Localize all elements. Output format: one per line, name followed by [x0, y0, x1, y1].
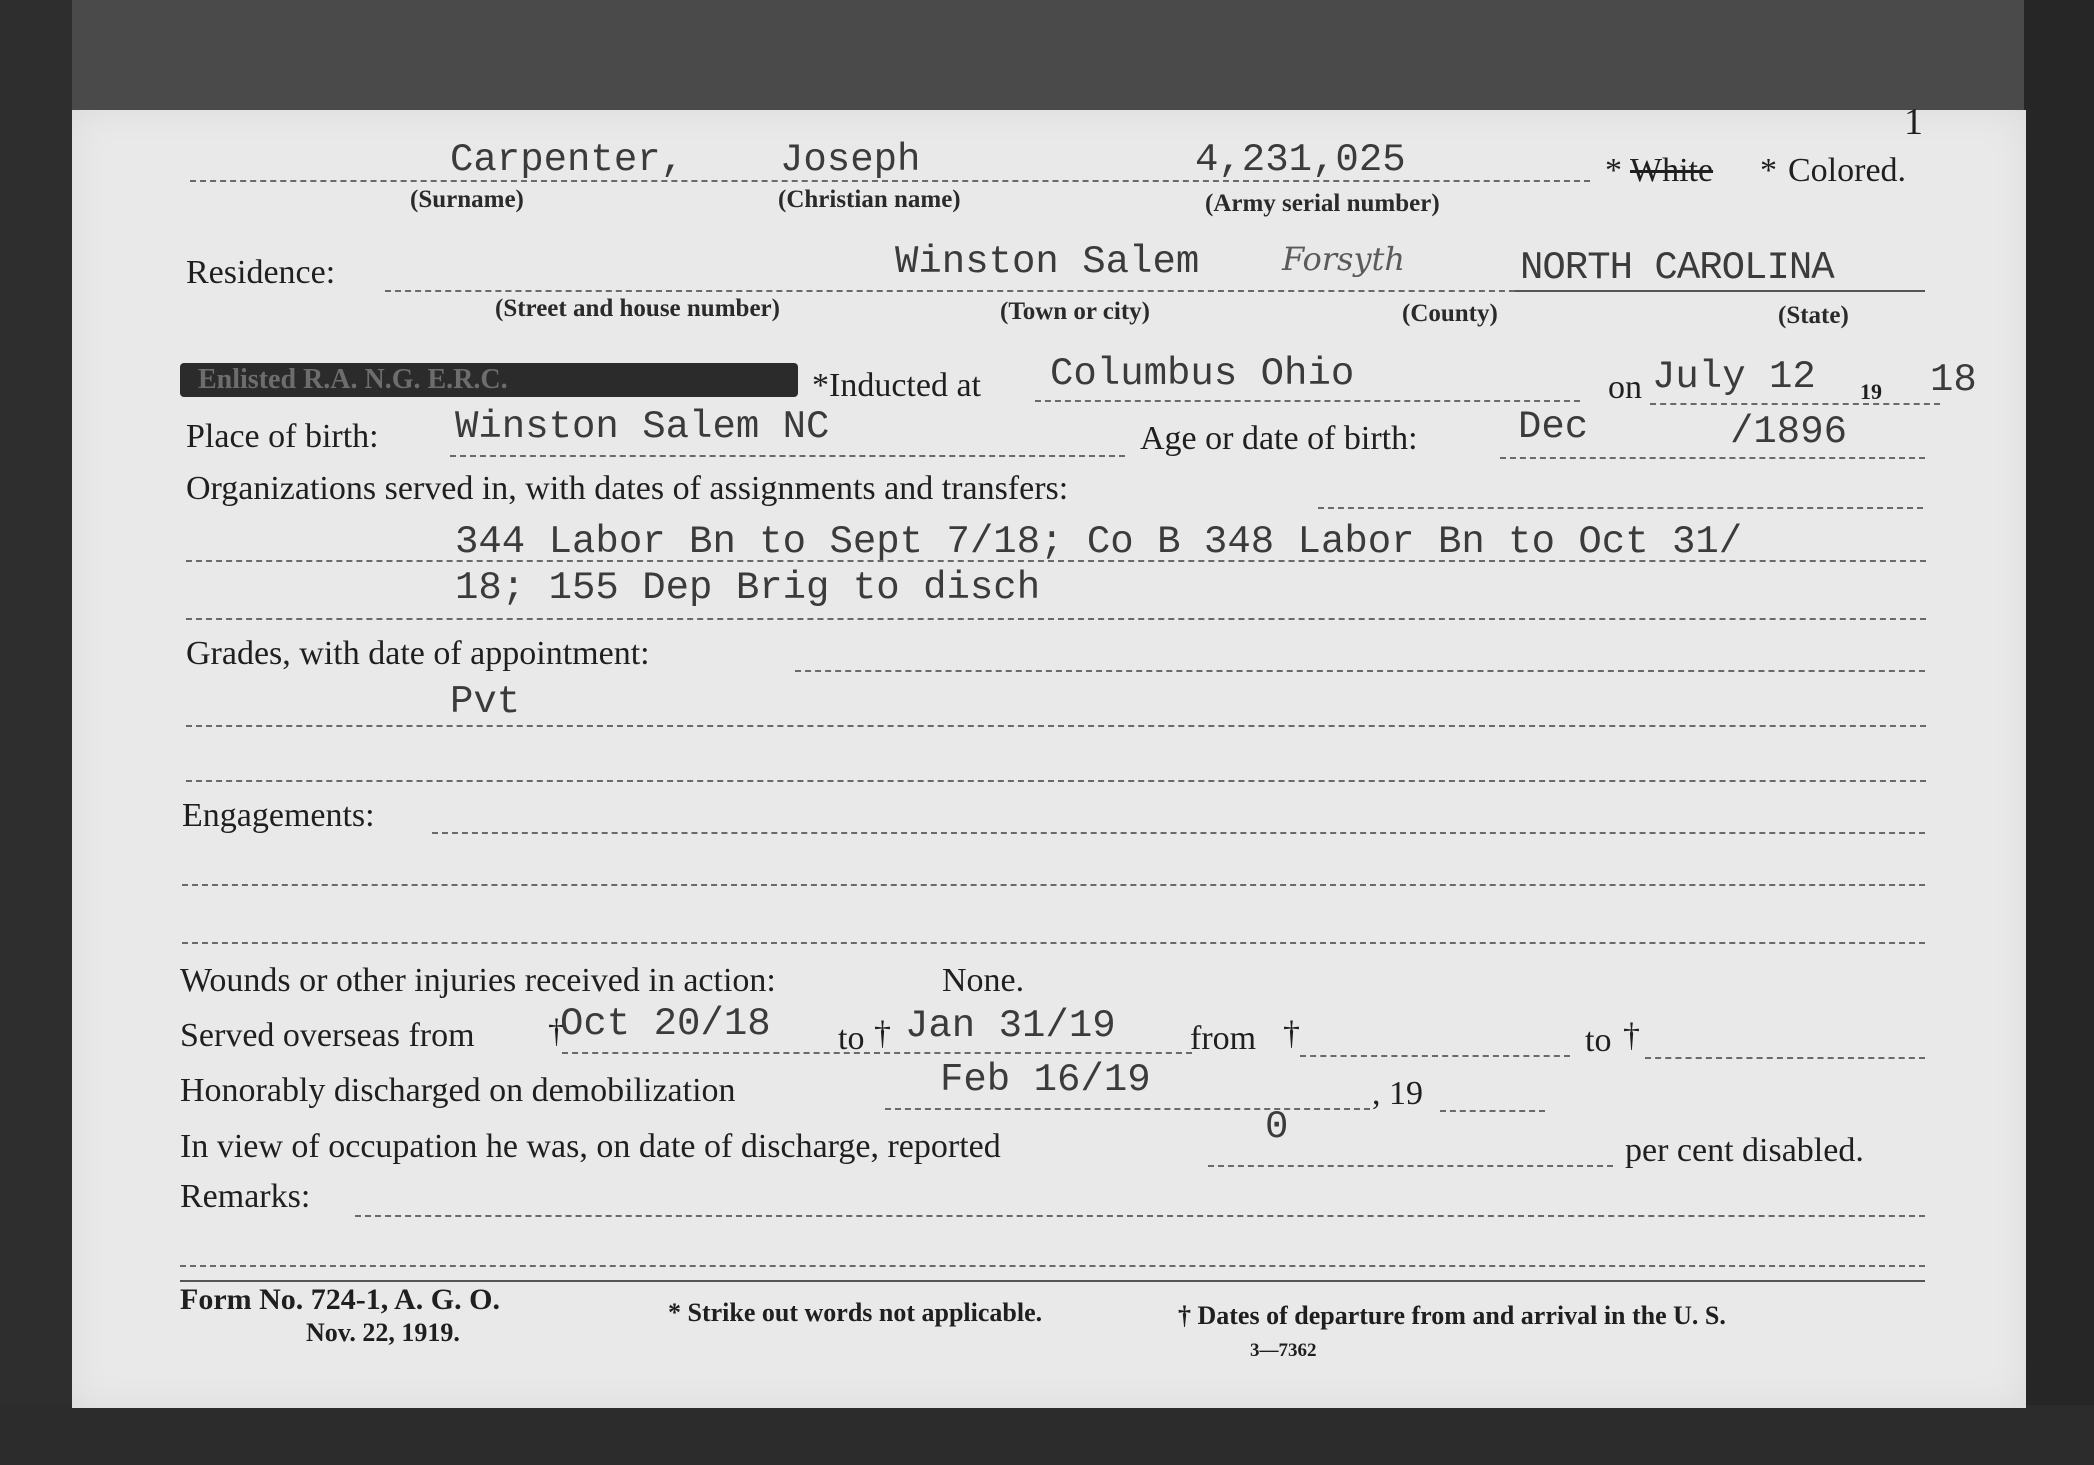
discharge-rule	[885, 1108, 1370, 1110]
organizations-rule-0	[1318, 507, 1923, 509]
overseas-to2-label: to	[1585, 1022, 1612, 1059]
overseas-dagger-4: †	[1623, 1017, 1640, 1054]
overseas-to-value: Jan 31/19	[905, 1004, 1116, 1048]
town-caption: (Town or city)	[1000, 298, 1150, 325]
grades-rule-1	[186, 725, 1926, 727]
place-of-birth-rule	[450, 455, 1125, 457]
scan-background-bottom	[0, 1405, 2094, 1465]
birth-month-value: Dec	[1518, 405, 1589, 449]
inducted-date-value: July 12	[1652, 355, 1816, 399]
grades-rule-0	[795, 670, 1925, 672]
wounds-label: Wounds or other injuries received in action:	[180, 962, 776, 999]
engagements-label: Engagements:	[182, 797, 375, 834]
occupation-label: In view of occupation he was, on date of discharge, reported	[180, 1128, 1001, 1165]
overseas-dagger-2: †	[874, 1015, 891, 1052]
street-caption: (Street and house number)	[495, 295, 780, 322]
discharge-year-rule	[1440, 1110, 1545, 1112]
discharge-label: Honorably discharged on demobilization	[180, 1072, 736, 1109]
occupation-suffix: per cent disabled.	[1625, 1132, 1864, 1169]
inducted-place-value: Columbus Ohio	[1050, 352, 1355, 396]
grades-rule-2	[186, 780, 1926, 782]
army-serial-value: 4,231,025	[1195, 138, 1406, 182]
occupation-rule	[1208, 1165, 1613, 1167]
residence-rule	[385, 290, 1515, 292]
army-serial-caption: (Army serial number)	[1205, 190, 1440, 217]
organizations-line-2: 18; 155 Dep Brig to disch	[455, 566, 1041, 610]
county-caption: (County)	[1402, 300, 1498, 327]
place-of-birth-label: Place of birth:	[186, 418, 379, 455]
christian-name-caption: (Christian name)	[778, 186, 961, 213]
town-value: Winston Salem	[895, 240, 1200, 284]
state-value: NORTH CAROLINA	[1520, 246, 1834, 290]
state-rule	[1515, 290, 1925, 292]
wounds-value: None.	[942, 962, 1025, 999]
discharge-year-label: , 19	[1372, 1075, 1423, 1112]
organizations-label: Organizations served in, with dates of assignments and transfers:	[186, 470, 1069, 507]
grades-label: Grades, with date of appointment:	[186, 635, 650, 672]
scan-background-left	[0, 0, 72, 1465]
age-label: Age or date of birth:	[1140, 420, 1418, 457]
christian-name-value: Joseph	[780, 138, 921, 182]
residence-label: Residence:	[186, 254, 336, 291]
inducted-label: *Inducted at	[812, 367, 981, 404]
surname-caption: (Surname)	[410, 186, 524, 213]
engagements-rule-2	[182, 942, 1925, 944]
overseas-from-value: Oct 20/18	[560, 1002, 771, 1046]
inducted-year-value: 18	[1930, 358, 1977, 402]
inducted-date-rule	[1650, 403, 1940, 405]
asterisk-colored: *	[1760, 152, 1777, 189]
county-value: Forsyth	[1282, 240, 1405, 278]
remarks-rule-1	[180, 1265, 1925, 1267]
inducted-rule	[1035, 400, 1580, 402]
page-number: 1	[1904, 101, 1923, 143]
form-date: Nov. 22, 1919.	[306, 1318, 460, 1347]
overseas-to2-rule	[1645, 1057, 1925, 1059]
overseas-label: Served overseas from	[180, 1017, 475, 1054]
overseas-dagger-1: †	[548, 1013, 565, 1050]
overseas-from2-label: from	[1190, 1020, 1257, 1057]
place-of-birth-value: Winston Salem NC	[455, 405, 830, 449]
inducted-year-prefix: 19	[1860, 379, 1882, 404]
footer-divider	[180, 1280, 1925, 1282]
overseas-from2-rule	[1300, 1055, 1570, 1057]
colored-label: Colored.	[1788, 152, 1907, 189]
dagger-note: † Dates of departure from and arrival in the U. S.	[1178, 1301, 1726, 1330]
engagements-rule-0	[432, 832, 1925, 834]
redacted-enlisted-options: Enlisted R.A. N.G. E.R.C.	[180, 363, 798, 397]
organizations-line-1: 344 Labor Bn to Sept 7/18; Co B 348 Labor Bn to Oct 31/	[455, 520, 1743, 564]
overseas-to-label: to	[838, 1020, 865, 1057]
discharge-date-value: Feb 16/19	[940, 1058, 1151, 1102]
state-caption: (State)	[1778, 302, 1849, 329]
scan-background-top	[0, 0, 2094, 110]
birth-year-value: /1896	[1730, 410, 1848, 454]
remarks-label: Remarks:	[180, 1178, 311, 1215]
overseas-dagger-3: †	[1283, 1015, 1300, 1052]
strike-out-note: * Strike out words not applicable.	[668, 1298, 1043, 1327]
print-code: 3—7362	[1250, 1340, 1317, 1361]
scan-background-right	[2024, 0, 2094, 1465]
age-rule	[1500, 457, 1925, 459]
remarks-rule-0	[355, 1215, 1925, 1217]
white-label: White	[1630, 152, 1714, 189]
inducted-on-label: on	[1608, 369, 1642, 406]
engagements-rule-1	[182, 884, 1925, 886]
surname-value: Carpenter,	[450, 138, 685, 182]
asterisk-white: *	[1605, 152, 1622, 189]
organizations-rule-2	[186, 618, 1926, 620]
form-number: Form No. 724-1, A. G. O.	[180, 1283, 500, 1316]
occupation-value: 0	[1265, 1105, 1289, 1149]
grades-value: Pvt	[450, 680, 521, 724]
